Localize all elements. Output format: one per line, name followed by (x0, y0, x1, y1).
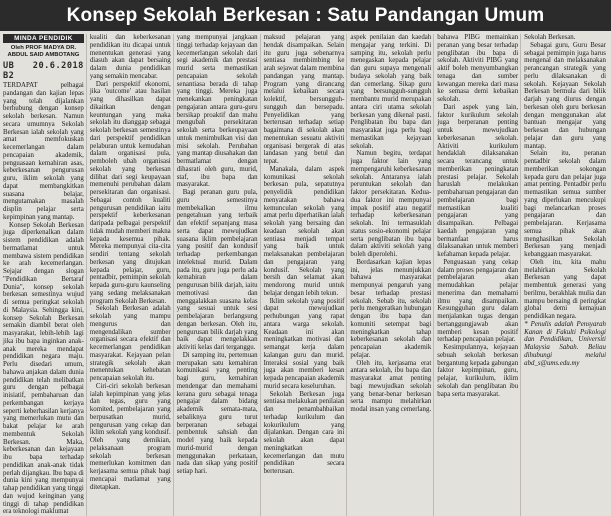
paragraph: Dari aspek yang lain, faktor kurikulum sekolah juga berperanan penting untuk mewujudkan keberkesanan sekolah. Aktiviti kurikulum hendaklah dilaksanakan secara terancang untuk memberikan peningkatan prestasi pelajar. Sekolah haruslah melakukan pembaharuan pengajaran dan pembelajaran bagi memastikan kualiti pengajaran yang disampaikan. Pelbagai kaedah pengajaran yang bermanfaat harus dilaksanakan untuk memberi kefahaman kepada pelajar. (437, 104, 518, 259)
section-label: MINDA PENDIDIK (3, 34, 84, 43)
paragraph: yang mempunyai jangkaan tinggi terhadap kejayaan dan kecemerlangan sekolah dari segi akademik dan prestasi murid serta memastikan pencapaian sekolah senantiasa berada di tahap yang tinggi. Mereka juga menekankan peningkatan pengajaran antara guru-guru bersikap proaktif dan mahu mengubah persekitaran sekolah serta berkeupayaan untuk menimbulkan visi dan misi sekolah. Perubahan yang mantap diusahakan dan bermatlamat dengan dihasrati oleh guru, murid, staf, ibu bapa dan masyarakat. (177, 34, 258, 189)
paragraph: Berdasarkan kajian lepas ini, jelas menunjukkan bahawa masyarakat mempunyai pengaruh yang besar terhadap prestasi sekolah. Sebab itu, sekolah perlu mengeratkan hubungan dengan ibu bapa dan komuniti setempat bagi meningkatkan tahap keberkesanan sekolah dan pencapaian akademik pelajar. (350, 259, 431, 360)
paragraph: Bagi peranan guru pula, guru semestinya membekalkan ilmu pengetahuan yang terbaik dan efektif sepanjang masa serta dapat mewujudkan suasana iklim pembelajaran yang positif dan kondusif terhadap perkembangan intelektual murid. Dalam pada itu, guru juga perlu ada kemahiran dalam pengurusan bilik darjah, iaitu memotivasi dan menggalakkan suasana kelas yang sesuai untuk sesi pembelajaran berlangsung dengan berkesan. Oleh itu, pengurusan bilik darjah yang baik dapat mengelakkan aktiviti kelas dari terganggu. (177, 189, 258, 352)
paragraph: Sekolah Berkesan juga sentiasa melakukan penilaian dan penambahbaikan terhadap kurikulum dan kokurikulum yang dijalankan. Dengan cara ini sekolah akan dapat meningkatkan kecemerlangan dan mutu pendidikan secara berterusan. (264, 391, 345, 476)
paragraph: Iklim sekolah yang positif dapat mewujudkan perhubungan yang rapat antara warga sekolah. Keadaan ini akan meningkatkan motivasi dan semangat kerja dalam kalangan guru dan murid. Interaksi sosial yang baik juga akan memberi kesan kepada pencapaian akademik murid secara keseluruhan. (264, 298, 345, 391)
paragraph: Kesimpulannya, kejayaan sebuah sekolah berkesan bergantung kepada gabungan faktor kepimpinan, guru, pelajar, kurikulum, iklim sekolah dan penglibatan ibu bapa serta masyarakat. (437, 344, 518, 398)
article-column-1 (3, 34, 87, 516)
author-footnote: * Penulis adalah Pensyarah Kanan di Fakulti Psikologi dan Pendidikan, Universiti Malaysia Sabah. Beliau dihubungi melalui abd_s@ums.edu.my (524, 321, 606, 368)
paragraph: Sekolah Berkesan adalah sekolah yang mampu mengurus dan mengendalikan sumber organisasi secara efektif dan kecemerlangan pendidikan masyarakat. Kejayaan pelan strategik sekolah akan menentukan kehebatan pencapaian sekolah itu. (90, 305, 171, 383)
article-column-6 (437, 34, 521, 516)
headline: Konsep Sekolah Berkesan : Satu Pandangan Umum (0, 0, 611, 31)
paragraph: Manakala, dalam aspek komunikasi sekolah berkesan pula, sepatutnya penyelidik pendidikan menyatakan bahawa kemunculan sekolah yang amat perlu diperhatikan ialah sekolah yang bersaing dan keadaan sekolah akan sentiasa menjadi tempat yang baik untuk melaksanakan pembelajaran dan pengajaran yang kondusif. Sekolah yang bersih dan selamat akan mendorong murid untuk belajar dengan lebih tekun. (264, 166, 345, 298)
date-stamp: UB 20.6.2018 B2 (3, 61, 84, 81)
paragraph: Sekolah Berkesan. (524, 34, 606, 42)
paragraph: Oleh itu, kerjasama erat antara sekolah, ibu bapa dan masyarakat amat penting bagi mewujudkan sekolah yang benar-benar berkesan serta mampu melahirkan modal insan yang cemerlang. (350, 360, 431, 414)
paragraph: Selain itu, peranan pentadbir sekolah dalam memberikan sokongan kepada guru dan pelajar juga amat penting. Pentadbir perlu memastikan semua sumber yang diperlukan mencukupi bagi melancarkan proses pengajaran dan pembelajaran. Kerjasama semua pihak akan menghasilkan Sekolah Berkesan yang menjadi kebanggaan masyarakat. (524, 150, 606, 259)
paragraph: Di samping itu, pertemuan merupakan satu kemahiran komunikasi yang penting bagi guru, kemahiran mendengar dan memahami kerana guru sebagai tenaga pengajar dalam bidang akademik semata-mata, sebaliknya guru turut berperanan sebagai pembentuk sahsiah dan model yang baik kepada murid-murid dengan menggunakan perkataan, nada dan sikap yang positif setiap hari. (177, 352, 258, 476)
paragraph: Ciri-ciri sekolah berkesan ialah kepimpinan yang jelas dan tegas, guru yang komited, pembelajaran yang berpusatkan murid, pengurusan yang cekap dan iklim sekolah yang kondusif. Oleh yang demikian, pelaksanaan program sekolah berkesan memerlukan komitmen dan kerjasama semua pihak bagi mencapai matlamat yang ditetapkan. (90, 383, 171, 492)
paragraph: Oleh itu, kita mahu melahirkan Sekolah Berkesan yang dapat membentuk generasi yang berilmu, berakhlak mulia dan mampu bersaing di peringkat global demi kemajuan pendidikan negara. (524, 259, 606, 321)
paragraph: TERDAPAT pelbagai pandangan dan kajian lepas yang telah dijalankan berhubung dengan konsep sekolah berkesan. Namun secara umumnya Sekolah Berkesan ialah sekolah yang amat memfokuskan kecemerlangan dalam pencapaian akademik, penguasaan kemahiran asas, keberkesanan pengurusan guru, iklim sekolah yang dapat membangkitkan suasana belajar, mengutamakan masalah displin pelajar serta kepimpinan yang mantap. (3, 82, 84, 222)
article-columns (3, 34, 608, 478)
paragraph: bahawa PIBG memainkan peranan yang besar terhadap penglibatan ibu bapa di sekolah. Aktiviti PIBG yang aktif boleh menyumbangkan tenaga dan sumber kewangan mereka dari masa ke semasa demi kebaikan sekolah. (437, 34, 518, 104)
paragraph: maksud pelajaran yang hendak disampaikan. Selain itu guru juga sebenarnya sentiasa membimbing ke arah sejawat dalam membina pandangan yang mantap. Program yang dirancang melalui kebaikan secara kolektif, bersungguh-sungguh dan bersepadu. Penyelidikan yang berterusan terhadap setiap bagaimana di sekolah akan menentukan sesuatu aktiviti organisasi bergerak di atas landasan yang betul dan tepat. (264, 34, 345, 166)
article-column-5 (350, 34, 434, 516)
article-column-4 (264, 34, 348, 516)
byline: Oleh PROF MADYA DR. ABDUL SAID AMBOTANG (3, 45, 84, 59)
paragraph: Konsep Sekolah Berkesan juga diperkenalkan dalam sistem pendidikan adalah bermatlamat untuk membawa sistem pendidikan ke arah kecemerlangan. Sejajar dengan slogan "Pendidikan Bertaraf Dunia", konsep sekolah berkesan semestinya wujud di semua peringkat sekolah di Malaysia. Sehingga kini, konsep Sekolah Berkesan semakin diambil berat oleh masyarakat, lebih-lebih lagi jika ibu bapa inginkan anak-anak mereka mendapat pendidikan negara maju. Perlu disedari umum, bahawa anjakan dalam dunia pendidikan telah melibatkan guru dengan pelbagai inisiatif, pembaharuan dan perkembangan kerjaya seperti keberhasilan kerjanya yang memerlukan mutu dan bakat pelajar ke arah membentuk Sekolah Berkesan. Maka, keberkesanan dan kejayaan ibu bapa terhadap pendidikan anak-anak tidak perlah dijangkau. Ibu bapa di dunia kini yang mempunyai tahap pendidikan yang tinggi dan wujud keinginan yang tinggi di tahap pendidikan era teknologi maklumat (3, 222, 84, 516)
paragraph: Sebagai guru, Guru Besar sebagai pemimpin juga harus mengenal dan melaksanakan perancangan strategik yang perlu dilaksanakan di sekolah. Kejayaan Sekolah Berkesan bermula dari bilik darjah yang diurus dengan berkesan oleh guru berkesan dengan menggunakan alat bantuan mengajar yang berkesan dan hubungan pelajar dan guru yang mantap. (524, 42, 606, 151)
paragraph: Namun begitu, terdapat juga faktor lain yang mempengaruhi keberkesanan sekolah. Antaranya ialah peruntukan sekolah dan faktor persekitaran. Kedua-dua faktor ini mempunyai impak positif atau negatif terhadap keberkesanan sekolah. Ini termasuklah status sosio-ekonomi pelajar serta penglibatan ibu bapa dalam aktiviti sekolah yang boleh diperolehi. (350, 150, 431, 259)
paragraph: kualiti dan keberkesanan pendidikan itu dicapai untuk menentukan generasi yang diasuh akan dapat bersaing dalam dunia pendidikan yang semakin mencabar. (90, 34, 171, 81)
paragraph: Dari perspektif ekonomi, jika 'outcome' atau hasilan yang dihasilkan dapat dikaitkan dengan keuntungan yang maka sekolah itu dianggap sebagai sekolah berkesan semestinya dari perspektif pendidikan pelaburan untuk kemudahan dalam organisasi pula, pemboleh ubah organisasi sekolah yang berkesan dilihat dari segi keupayaan memenuhi perubahan dalam persekitaran dan organisasi. Sebagai contoh kualiti pengurusan pendidikan iaitu perspektif keberkesanan daripada pelbagai perspektif tidak mudah memberi makna kepada kesemua pihak. Mereka mempunyai cita-cita sendiri tentang sekolah berkesan yang ditujukan kepada pelajar, guru, pentadbir, pemimpin sekolah kepada guru-guru kaunseling yang sedang melaksanakan program Sekolah Berkesan. (90, 81, 171, 306)
article-column-2 (90, 34, 174, 516)
paragraph: aspek penilaian dan kaedah mengajar yang terkini. Di samping itu, sekolah perlu menegaskan kepada pelajar dan guru supaya mengenali budaya sekolah yang baik dan cemerlang. Sikap guru yang bersungguh-sungguh membantu murid merupakan antara ciri utama sekolah berkesan yang dikenal pasti. Penglibatan ibu bapa dan masyarakat juga perlu bagi memastikan kejayaan sekolah. (350, 34, 431, 150)
article-column-3 (177, 34, 261, 516)
paragraph: Penguasaan yang cekap dalam proses pengajaran dan pembelajaran akan memudahkan pelajar menerima dan memahami ilmu yang disampaikan. Kesungguhan guru dalam menjalankan tugas dengan bertanggungjawab akan memberi kesan positif terhadap pencapaian pelajar. (437, 259, 518, 344)
article-column-7 (524, 34, 608, 516)
